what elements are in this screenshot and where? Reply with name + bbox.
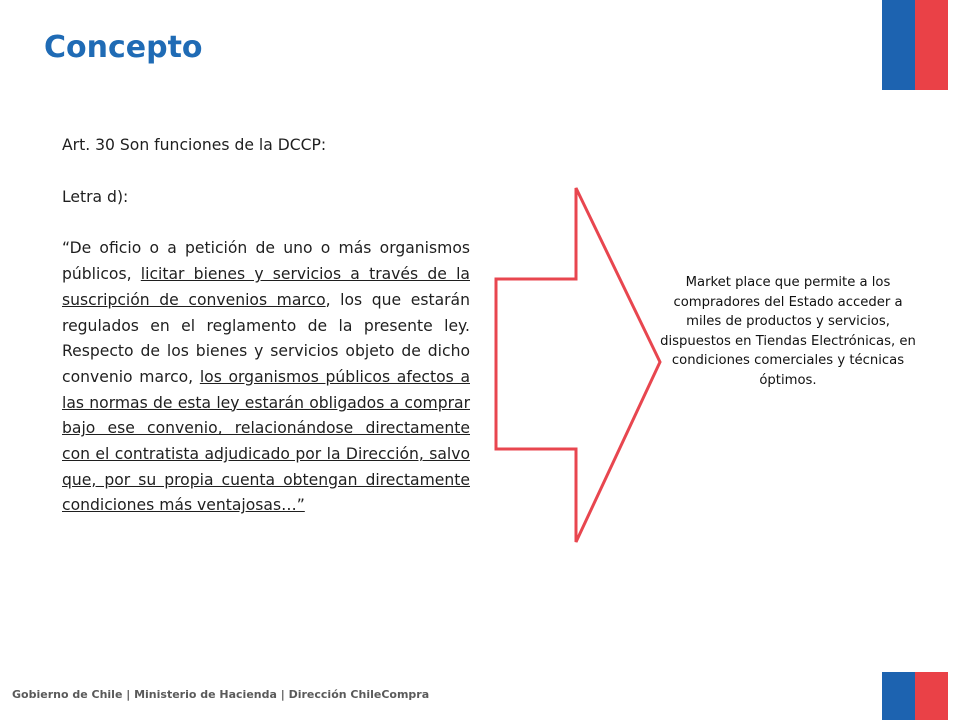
quote-underlined-2: los organismos públicos afectos a las normas de esta ley estarán obligados a comprar bajo ese convenio, relacionándose directamente con el contratista adjudicado por la Dirección, salvo que, por su propia cuenta obtengan directamente condiciones más ventajosas…”: [62, 367, 470, 515]
quote-part-1: “De oficio o a petición de uno o más organismos públicos,: [62, 239, 470, 284]
article-text: [62, 133, 470, 519]
slide-title: Concepto: [44, 30, 203, 65]
quote-underlined-1: licitar bienes y servicios a través de la suscripción de convenios marco: [62, 265, 470, 309]
letter-label: Letra d):: [62, 187, 129, 206]
right-arrow-icon: [490, 186, 670, 546]
article-heading: Art. 30 Son funciones de la DCCP:: [62, 136, 327, 154]
article-quote: [62, 236, 470, 519]
chile-flag-bottom-icon: [882, 672, 948, 720]
marketplace-description: Market place que permite a los compradores del Estado acceder a miles de productos y servicios, dispuestos en Tiendas Electrónicas, en condiciones comerciales y técnicas óptimos.: [660, 275, 916, 388]
footer-text: Gobierno de Chile | Ministerio de Hacienda | Dirección ChileCompra: [12, 688, 430, 701]
quote-part-2: , los que estarán regulados en el reglamento de la presente ley. Respecto de los bienes y servicios objeto de dicho convenio marco,: [62, 290, 470, 386]
chile-flag-top-icon: [882, 0, 948, 90]
